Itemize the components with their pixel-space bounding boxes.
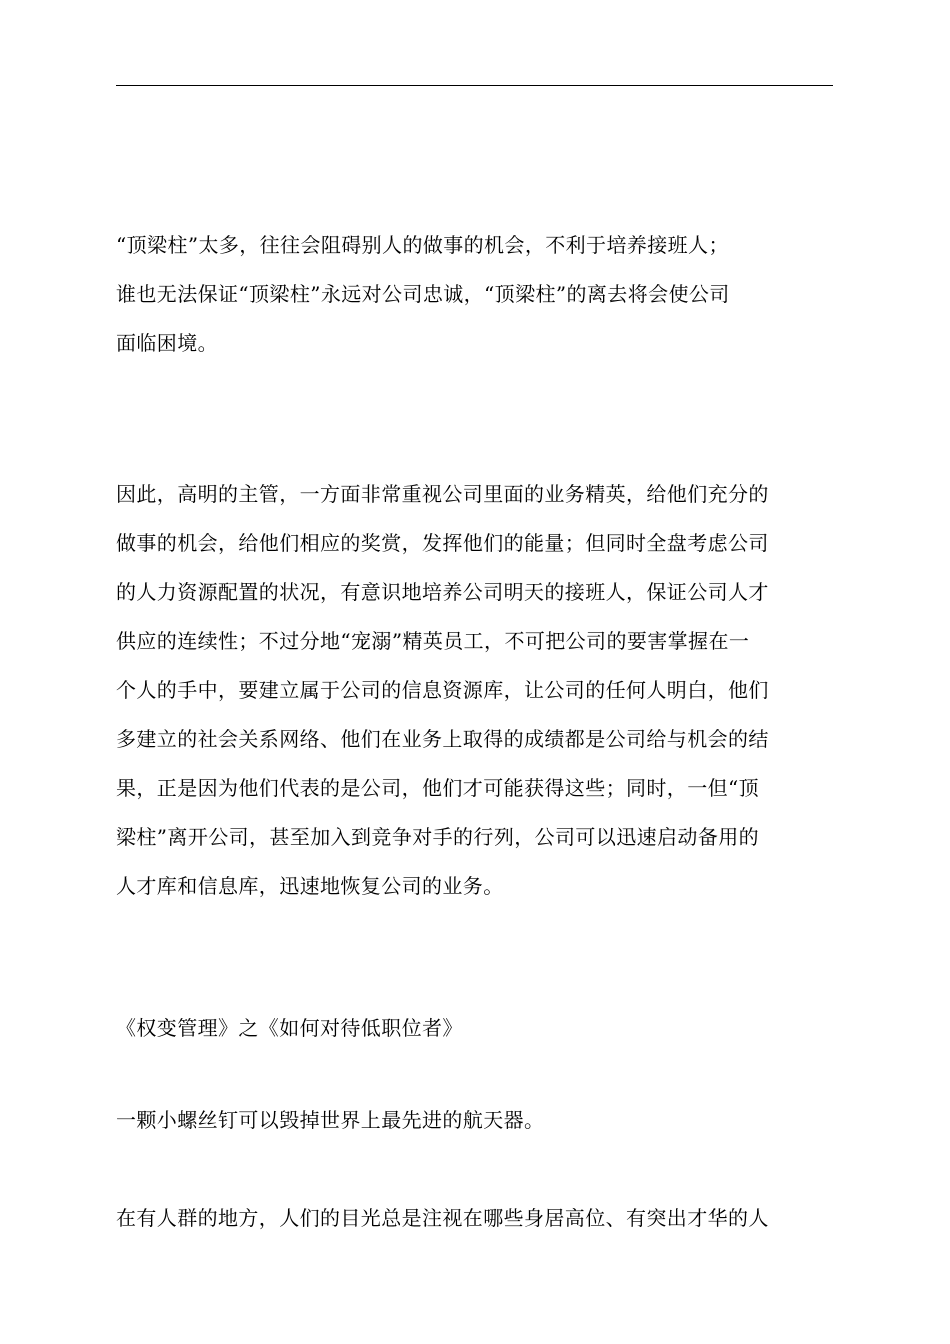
header-rule <box>116 85 833 86</box>
paragraph-pillar-risks <box>116 221 836 368</box>
text-line: 的人力资源配置的状况，有意识地培养公司明天的接班人，保证公司人才 <box>116 580 769 604</box>
text-line: 做事的机会，给他们相应的奖赏，发挥他们的能量；但同时全盘考虑公司 <box>116 531 769 555</box>
text-line: 一颗小螺丝钉可以毁掉世界上最先进的航天器。 <box>116 1108 545 1132</box>
text-line: 个人的手中，要建立属于公司的信息资源库，让公司的任何人明白，他们 <box>116 678 769 702</box>
text-line: 谁也无法保证“顶梁柱”永远对公司忠诚，“顶梁柱”的离去将会使公司 <box>116 282 730 306</box>
text-line: 果，正是因为他们代表的是公司，他们才可能获得这些；同时，一但“顶 <box>116 776 760 800</box>
text-line: 梁柱”离开公司，甚至加入到竞争对手的行列，公司可以迅速启动备用的 <box>116 825 760 849</box>
section-heading <box>116 1004 836 1053</box>
text-line: 面临困境。 <box>116 331 218 355</box>
paragraph-crowd-attention <box>116 1194 836 1243</box>
text-line: 多建立的社会关系网络、他们在业务上取得的成绩都是公司给与机会的结 <box>116 727 769 751</box>
paragraph-wise-manager <box>116 470 836 911</box>
paragraph-screw-analogy <box>116 1096 836 1145</box>
text-line: 供应的连续性；不过分地“宠溺”精英员工，不可把公司的要害掌握在一 <box>116 629 750 653</box>
text-line: 人才库和信息库，迅速地恢复公司的业务。 <box>116 874 504 898</box>
text-line: 因此，高明的主管，一方面非常重视公司里面的业务精英，给他们充分的 <box>116 482 769 506</box>
heading-text: 《权变管理》之《如何对待低职位者》 <box>116 1016 463 1040</box>
text-line: 在有人群的地方，人们的目光总是注视在哪些身居高位、有突出才华的人 <box>116 1206 769 1230</box>
text-line: “顶梁柱”太多，往往会阻碍别人的做事的机会，不利于培养接班人； <box>116 233 729 257</box>
